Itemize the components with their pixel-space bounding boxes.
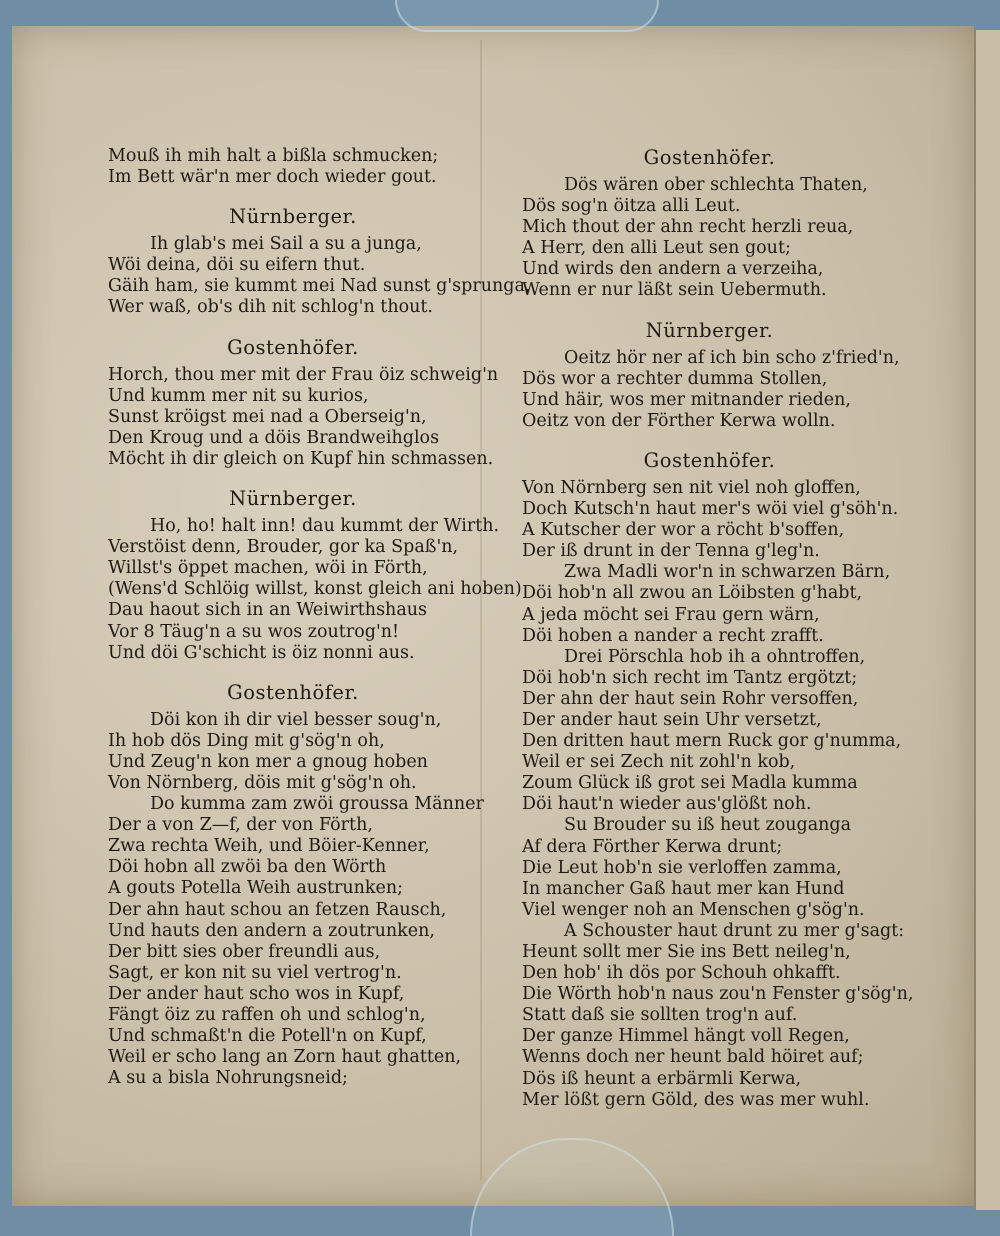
right-column <box>522 146 914 1111</box>
verse-line: Zwa Madli wor'n in schwarzen Bärn, <box>564 562 891 583</box>
verse-line: Dös wor a rechter dumma Stollen, <box>522 368 828 389</box>
holder-clip-top <box>395 0 659 32</box>
verse-line: Wenn er nur läßt sein Uebermuth. <box>522 280 827 301</box>
verse-line: A gouts Potella Weih austrunken; <box>108 878 404 899</box>
verse-line: Döi hoben a nander a recht zrafft. <box>522 625 824 646</box>
verse-line: Im Bett wär'n mer doch wieder gout. <box>108 167 437 188</box>
center-fold <box>480 40 482 1180</box>
verse-line: (Wens'd Schlöig willst, konst gleich ani hoben) <box>108 579 522 600</box>
verse-line: Wöi deina, döi su eifern thut. <box>108 255 366 276</box>
verse-line: Dau haout sich in an Weiwirthshaus <box>108 600 428 621</box>
verse-line: Den dritten haut mern Ruck gor g'numma, <box>522 731 902 752</box>
verse-line: Zoum Glück iß grot sei Madla kumma <box>522 773 858 794</box>
adjacent-page-edge <box>974 30 1000 1210</box>
verse-line: Der ahn der haut sein Rohr versoffen, <box>522 688 859 709</box>
verse-line: Möcht ih dir gleich on Kupf hin schmassen. <box>108 448 494 469</box>
verse-line: Den hob' ih dös por Schouh ohkafft. <box>522 963 841 984</box>
verse-line: Verstöist denn, Brouder, gor ka Spaß'n, <box>108 537 459 558</box>
verse-line: Und Zeug'n kon mer a gnoug hoben <box>108 751 428 772</box>
left-column <box>108 146 531 1089</box>
verse-line: Gäih ham, sie kummt mei Nad sunst g'sprunga, <box>108 276 531 297</box>
speaker-heading: Gostenhöfer. <box>643 448 776 472</box>
verse-line: Und schmaßt'n die Potell'n on Kupf, <box>108 1026 427 1047</box>
verse-line: Heunt sollt mer Sie ins Bett neileg'n, <box>522 942 851 962</box>
verse-line: Die Wörth hob'n naus zou'n Fenster g'sög'n, <box>522 984 914 1005</box>
verse-line: Der a von Z—f, der von Förth, <box>108 815 373 836</box>
verse-line: A Herr, den alli Leut sen gout; <box>522 238 791 259</box>
verse-line: Statt daß sie sollten trog'n auf. <box>522 1005 798 1026</box>
verse-line: Der ander haut sein Uhr versetzt, <box>522 709 822 730</box>
verse-line: Viel wenger noh an Menschen g'sög'n. <box>522 899 865 920</box>
verse-line: A jeda möcht sei Frau gern wärn, <box>522 604 820 625</box>
verse-line: Und häir, wos mer mitnander rieden, <box>522 389 851 410</box>
verse-line: Döi haut'n wieder aus'glößt noh. <box>522 794 812 815</box>
verse-line: Oeitz von der Förther Kerwa wolln. <box>522 410 836 431</box>
verse-line: Horch, thou mer mit der Frau öiz schweig'n <box>108 364 499 385</box>
verse-line: Do kumma zam zwöi groussa Männer <box>150 794 484 815</box>
speaker-heading: Gostenhöfer. <box>227 335 359 359</box>
speaker-heading: Gostenhöfer. <box>227 680 359 704</box>
verse-line: Mich thout der ahn recht herzli reua, <box>522 217 854 238</box>
speaker-heading: Nürnberger. <box>229 487 357 511</box>
verse-line: Und kumm mer nit su kurios, <box>108 385 369 406</box>
verse-line: Der ander haut scho wos in Kupf, <box>108 983 405 1004</box>
verse-line: A Kutscher der wor a röcht b'soffen, <box>522 520 845 541</box>
verse-line: Sagt, er kon nit su viel vertrog'n. <box>108 962 402 983</box>
verse-line: Su Brouder su iß heut zouganga <box>564 815 852 836</box>
verse-line: Weil er sei Zech nit zohl'n kob, <box>522 752 796 773</box>
verse-line: Mer lößt gern Göld, des was mer wuhl. <box>522 1089 870 1110</box>
verse-line: Oeitz hör ner af ich bin scho z'fried'n, <box>564 347 900 368</box>
verse-line: Der bitt sies ober freundli aus, <box>108 941 381 962</box>
verse-line: A su a bisla Nohrungsneid; <box>108 1068 348 1089</box>
verse-line: In mancher Gaß haut mer kan Hund <box>522 878 845 899</box>
verse-line: Wer waß, ob's dih nit schlog'n thout. <box>108 297 433 318</box>
verse-line: Und wirds den andern a verzeiha, <box>522 259 824 280</box>
verse-line: Ho, ho! halt inn! dau kummt der Wirth. <box>150 516 500 537</box>
verse-line: Dös sog'n öitza alli Leut. <box>522 196 741 217</box>
verse-line: Ih hob dös Ding mit g'sög'n oh, <box>108 730 385 751</box>
verse-line: Fängt öiz zu raffen oh und schlog'n, <box>108 1005 426 1025</box>
verse-line: Und hauts den andern a zoutrunken, <box>108 920 435 941</box>
verse-line: Weil er scho lang an Zorn haut ghatten, <box>108 1047 462 1068</box>
verse-line: Döi hobn all zwöi ba den Wörth <box>108 857 387 878</box>
verse-line: Die Leut hob'n sie verloffen zamma, <box>522 857 842 878</box>
verse-line: Von Nörnberg, döis mit g'sög'n oh. <box>108 772 417 793</box>
verse-line: Willst's öppet machen, wöi in Förth, <box>108 558 428 579</box>
verse-line: Den Kroug und a döis Brandweihglos <box>108 427 440 448</box>
verse-line: Vor 8 Täug'n a su wos zoutrog'n! <box>108 621 400 642</box>
speaker-heading: Nürnberger. <box>645 318 774 342</box>
verse-line: Drei Pörschla hob ih a ohntroffen, <box>564 646 866 667</box>
verse-line: Und döi G'schicht is öiz nonni aus. <box>108 642 415 663</box>
verse-line: Mouß ih mih halt a bißla schmucken; <box>108 146 439 166</box>
verse-line: Von Nörnberg sen nit viel noh gloffen, <box>522 477 861 498</box>
verse-line: Der ganze Himmel hängt voll Regen, <box>522 1026 850 1047</box>
verse-line: Döi hob'n sich recht im Tantz ergötzt; <box>522 667 858 688</box>
verse-line: A Schouster haut drunt zu mer g'sagt: <box>564 920 905 941</box>
verse-line: Der iß drunt in der Tenna g'leg'n. <box>522 541 820 562</box>
verse-line: Ih glab's mei Sail a su a junga, <box>150 234 422 255</box>
verse-line: Af dera Förther Kerwa drunt; <box>522 836 783 857</box>
verse-line: Döi kon ih dir viel besser soug'n, <box>150 709 442 730</box>
verse-line: Doch Kutsch'n haut mer's wöi viel g'söh'n. <box>522 499 899 520</box>
verse-line: Zwa rechta Weih, und Böier-Kenner, <box>108 836 430 857</box>
verse-line: Sunst kröigst mei nad a Oberseig'n, <box>108 406 427 427</box>
verse-line: Wenns doch ner heunt bald höiret auf; <box>522 1047 864 1068</box>
speaker-heading: Gostenhöfer. <box>643 146 776 169</box>
verse-line: Dös wären ober schlechta Thaten, <box>564 175 868 195</box>
verse-line: Döi hob'n all zwou an Löibsten g'habt, <box>522 583 863 604</box>
verse-line: Dös iß heunt a erbärmli Kerwa, <box>522 1068 802 1089</box>
verse-line: Der ahn haut schou an fetzen Rausch, <box>108 899 447 920</box>
speaker-heading: Nürnberger. <box>229 205 357 229</box>
